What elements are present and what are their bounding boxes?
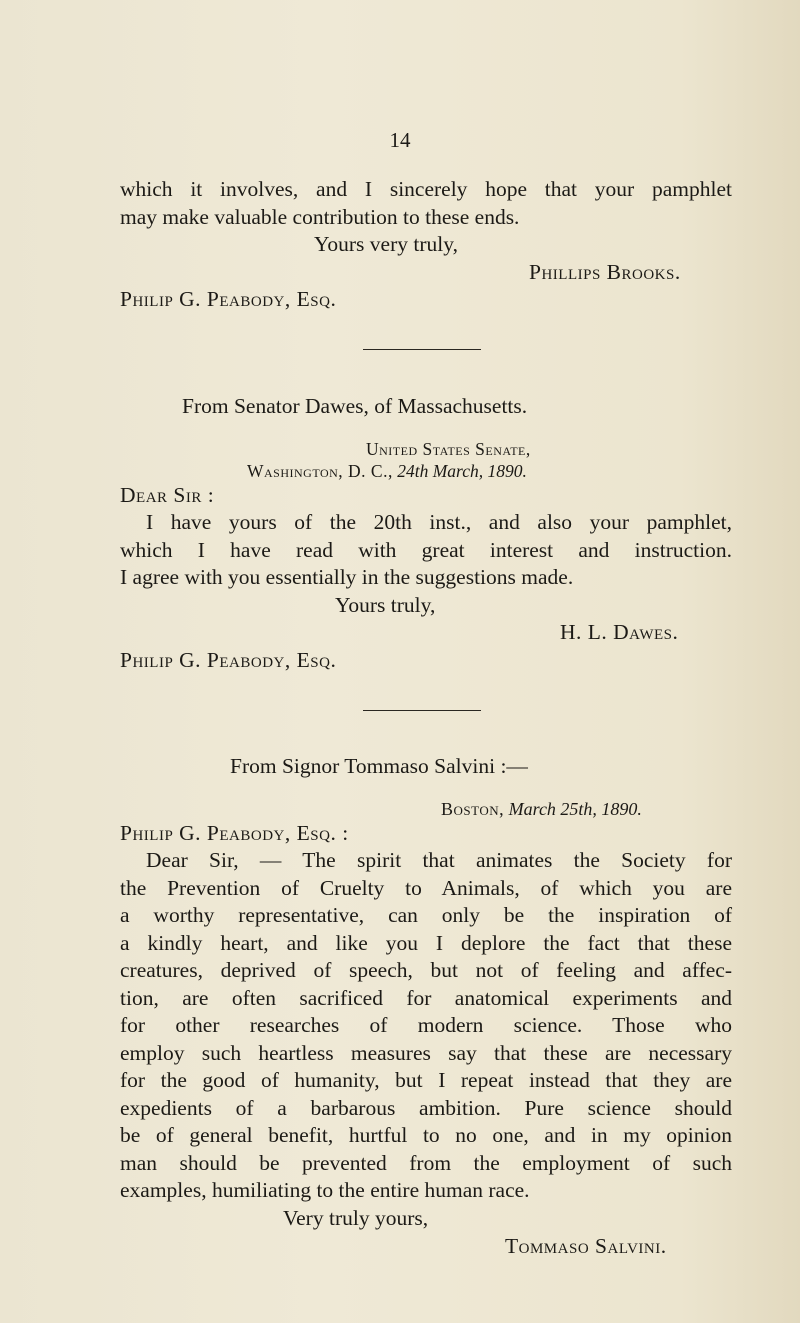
letter3-line: for the good of humanity, but I repeat instead that they are — [120, 1068, 732, 1092]
letter2-date: 24th March, 1890. — [397, 461, 527, 481]
letter3-line: expedients of a barbarous ambition. Pure science should — [120, 1095, 732, 1120]
letter3-line: Dear Sir, — The spirit that animates the Society for — [146, 848, 732, 872]
letter1-line: may make valuable contribution to these ends. — [120, 204, 520, 229]
letter3-place: Boston, — [441, 799, 505, 819]
letter1-line: which it involves, and I sincerely hope that your pamphlet — [120, 177, 732, 201]
letter3-line: the Prevention of Cruelty to Animals, of which you are — [120, 875, 732, 900]
letter3-line: tion, are often sacrificed for anatomical experiments and — [120, 985, 732, 1010]
letter2-salutation: Dear Sir : — [120, 483, 215, 507]
letter3-line: be of general benefit, hurtful to no one, and in my opinion — [120, 1123, 732, 1147]
letter3-heading: From Signor Tommaso Salvini :— — [230, 754, 528, 778]
letter1-closing: Yours very truly, — [314, 232, 458, 256]
section-divider — [363, 349, 481, 350]
letter1-body — [120, 176, 732, 231]
letter1-addressee: Philip G. Peabody, Esq. — [120, 287, 337, 311]
letter3-line: creatures, deprived of speech, but not of feeling and affec- — [120, 958, 732, 982]
letter3-closing: Very truly yours, — [283, 1206, 429, 1230]
letter1-signature: Phillips Brooks. — [529, 260, 681, 284]
letter2-line: I agree with you essentially in the suggestions made. — [120, 565, 574, 589]
letter3-line: man should be prevented from the employment of such — [120, 1150, 732, 1175]
letter2-address-line2 — [247, 459, 527, 483]
letter3-line: a kindly heart, and like you I deplore the fact that these — [120, 930, 732, 955]
letter2-addressee: Philip G. Peabody, Esq. — [120, 648, 337, 672]
letter3-line: examples, humiliating to the entire human race. — [120, 1178, 530, 1202]
page-number: 14 — [389, 128, 411, 152]
letter2-closing: Yours truly, — [335, 593, 436, 617]
letter2-address-line1: United States Senate, — [366, 439, 531, 459]
letter2-line: I have yours of the 20th inst., and also your pamphlet, — [146, 510, 732, 534]
letter2-place: Washington, D. C., — [247, 461, 393, 481]
letter2-line: which I have read with great interest and instruction. — [120, 537, 732, 562]
section-divider — [363, 710, 481, 711]
letter3-signature: Tommaso Salvini. — [505, 1234, 667, 1258]
letter3-line: a worthy representative, can only be the inspiration of — [120, 903, 732, 927]
letter3-line: for other researches of modern science. Those who — [120, 1013, 732, 1037]
letter3-body — [120, 847, 732, 1205]
letter3-addressee: Philip G. Peabody, Esq. : — [120, 821, 349, 845]
letter2-signature: H. L. Dawes. — [560, 620, 679, 644]
letter2-heading: From Senator Dawes, of Massachusetts. — [182, 394, 528, 418]
letter3-line: employ such heartless measures say that these are necessary — [120, 1040, 732, 1065]
letter3-date: March 25th, 1890. — [508, 799, 642, 819]
letter2-body — [120, 509, 732, 592]
letter3-dateline — [441, 797, 642, 821]
